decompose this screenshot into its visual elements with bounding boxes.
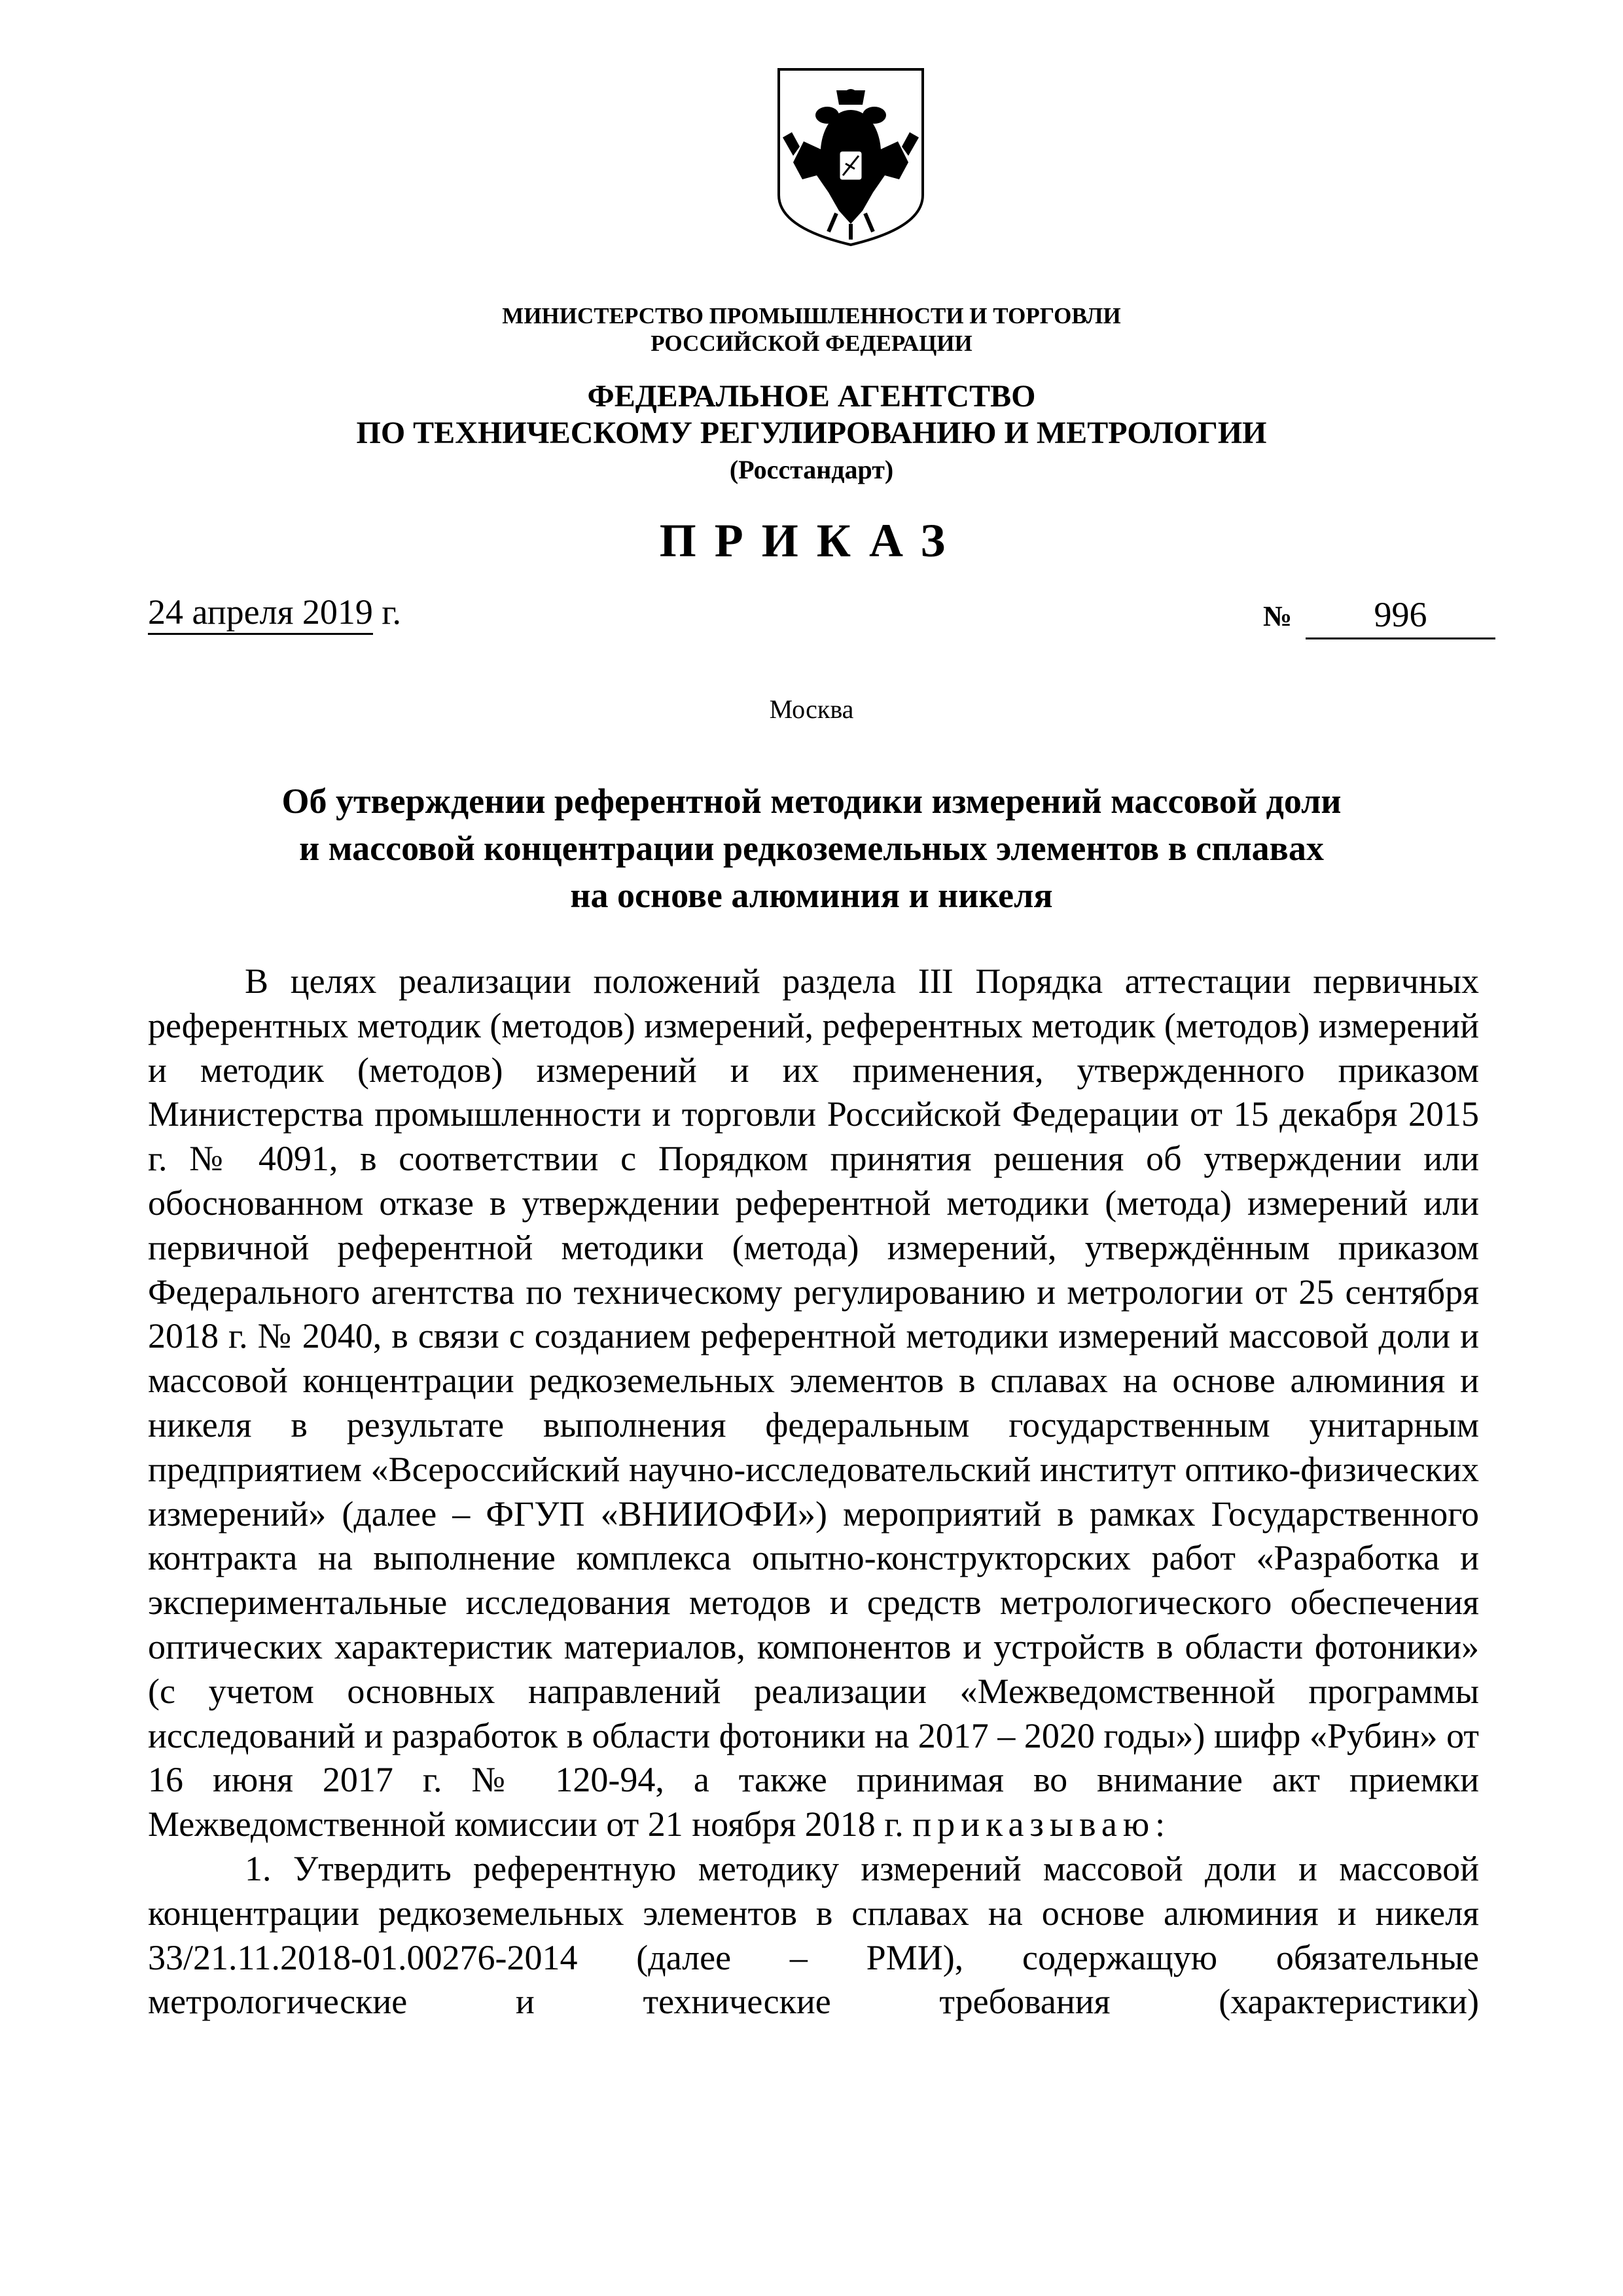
order-word: приказываю xyxy=(912,1804,1156,1844)
document-title xyxy=(131,778,1492,919)
ministry-line-1: МИНИСТЕРСТВО ПРОМЫШЛЕННОСТИ И ТОРГОВЛИ xyxy=(502,303,1121,329)
preamble-paragraph xyxy=(148,960,1479,1847)
city: Москва xyxy=(769,694,854,724)
agency-name xyxy=(0,378,1623,488)
preamble-text: В целях реализации положений раздела III Порядка аттестации первичных референтных методик (методов) измерений, референтных методик (методов) измерений и методик (методов) измерений и их применения, утвержденного приказом Министерства промышленности и торговли Российской Федерации от 15 декабря 2015 г. № 4091, в соответствии с Порядком принятия решения об утверждении или обоснованном отказе в утверждении референтной методики (метода) измерений или первичной референтной методики (метода) измерений, утверждённым приказом Федерального агентства по техническому регулированию и метрологии от 25 сентября 2018 г. № 2040, в связи с созданием референтной методики измерений массовой доли и массовой концентрации редкоземельных элементов в сплавах на основе алюминия и никеля в результате выполнения федеральным государственным унитарным предприятием «Всероссийский научно-исследовательский институт оптико-физических измерений» (далее – ФГУП «ВНИИОФИ») мероприятий в рамках Государственного контракта на выполнение комплекса опытно-конструкторских работ «Разработка и экспериментальные исследования методов и средств метрологического обеспечения оптических характеристик материалов, компонентов и устройств в области фотоники» (с учетом основных направлений реализации «Межведомственной программы исследований и разработок в области фотоники на 2017 – 2020 годы») шифр «Рубин» от 16 июня 2017 г. № 120-94, а также принимая во внимание акт приемки Межведомственной комиссии от 21 ноября 2018 г. xyxy=(148,961,1479,1844)
title-line-3: на основе алюминия и никеля xyxy=(570,876,1053,915)
date-suffix: г. xyxy=(372,592,401,632)
ministry-line-2: РОССИЙСКОЙ ФЕДЕРАЦИИ xyxy=(651,331,972,356)
title-line-1: Об утверждении референтной методики измерений массовой доли xyxy=(281,781,1342,821)
document-type-title: ПРИКАЗ xyxy=(659,514,964,567)
document-date xyxy=(148,592,401,632)
agency-line-1: ФЕДЕРАЛЬНОЕ АГЕНТСТВО xyxy=(587,379,1036,414)
preamble-end: : xyxy=(1155,1804,1166,1844)
coat-of-arms-of-russia-icon xyxy=(774,64,928,249)
document-number: 996 xyxy=(1306,592,1495,639)
title-line-2: и массовой концентрации редкоземельных элементов в сплавах xyxy=(299,829,1324,868)
agency-line-2: ПО ТЕХНИЧЕСКОМУ РЕГУЛИРОВАНИЮ И МЕТРОЛОГИИ xyxy=(356,416,1267,450)
ministry-name xyxy=(0,302,1623,357)
document-body xyxy=(148,960,1479,2024)
date-value: 24 апреля 2019 xyxy=(148,592,373,635)
agency-short-name: (Росстандарт) xyxy=(729,455,894,484)
order-item-1: 1. Утвердить референтную методику измерений массовой доли и массовой концентрации редкоземельных элементов в сплавах на основе алюминия и никеля 33/21.11.2018-01.00276-2014 (далее – РМИ), содержащую обязательные метрологические и технические требования (характеристики) xyxy=(148,1848,1479,2022)
number-label: № xyxy=(1263,600,1293,632)
